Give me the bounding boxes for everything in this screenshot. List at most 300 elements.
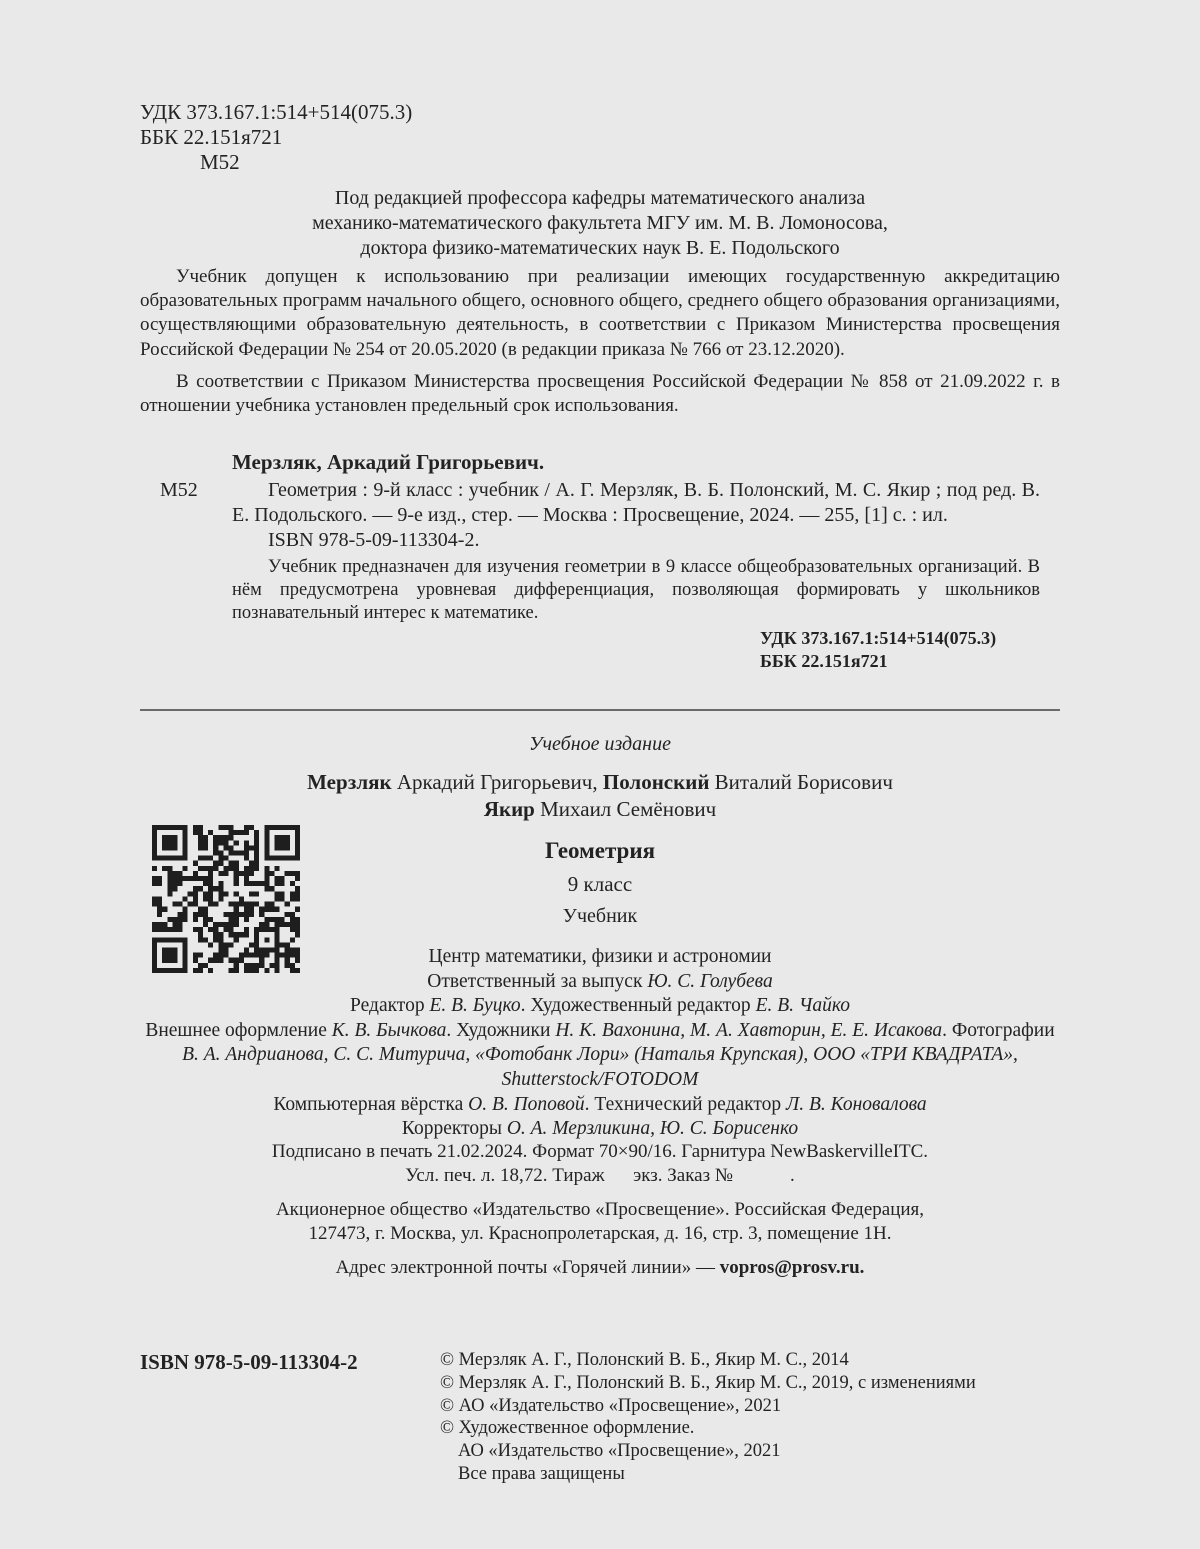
copyright-cont: АО «Издательство «Просвещение», 2021	[458, 1441, 781, 1462]
qr-module	[203, 896, 208, 901]
qr-module	[218, 851, 223, 856]
qr-module	[218, 922, 223, 927]
qr-module	[157, 927, 162, 932]
qr-module	[274, 922, 279, 927]
qr-module	[295, 886, 300, 891]
qr-module	[244, 840, 249, 845]
qr-module	[218, 861, 223, 866]
qr-module	[295, 896, 300, 901]
qr-module	[290, 917, 295, 922]
qr-module	[269, 917, 274, 922]
qr-module	[178, 881, 183, 886]
qr-module	[229, 927, 234, 932]
qr-module	[259, 907, 264, 912]
qr-module	[244, 932, 249, 937]
author-surname: Полонский	[602, 770, 710, 794]
qr-module	[198, 912, 203, 917]
qr-module	[203, 922, 208, 927]
qr-module	[264, 876, 269, 881]
credits-proofreaders	[140, 1117, 1060, 1142]
qr-module	[208, 891, 213, 896]
qr-module	[157, 907, 162, 912]
usage-term-paragraph: В соответствии с Приказом Министерства просвещения Российской Федерации № 858 от 21.09.2022 г. в отношении учебника установлен предельный срок использования.	[140, 370, 1060, 417]
qr-module	[274, 891, 279, 896]
catalog-mark: М52	[160, 479, 198, 501]
qr-module	[254, 835, 259, 840]
qr-module	[264, 871, 269, 876]
book-grade: 9 класс	[567, 872, 633, 896]
qr-module	[254, 851, 259, 856]
qr-module	[193, 825, 198, 830]
qr-module	[229, 825, 234, 830]
catalog-annotation: Учебник предназначен для изучения геометрии в 9 классе общеобразовательных организаций. В нём предусмотрена уровневая дифференциация, позволяющая формировать у школьников познавательный интерес к математике.	[232, 557, 1040, 623]
qr-module	[244, 825, 249, 830]
qr-module	[274, 876, 279, 881]
qr-module	[229, 866, 234, 871]
qr-module	[218, 891, 223, 896]
qr-module	[213, 886, 218, 891]
qr-module	[274, 896, 279, 901]
qr-module	[167, 876, 172, 881]
qr-module	[218, 937, 223, 942]
label: Редактор	[350, 995, 425, 1017]
print-run-line: Усл. печ. л. 18,72. Тираж экз. Заказ № .	[405, 1165, 795, 1186]
qr-module	[239, 830, 244, 835]
qr-module	[280, 896, 285, 901]
qr-module	[229, 851, 234, 856]
qr-module	[244, 917, 249, 922]
qr-module	[193, 902, 198, 907]
qr-module	[274, 907, 279, 912]
qr-module	[269, 907, 274, 912]
qr-module	[229, 845, 234, 850]
qr-module	[229, 902, 234, 907]
author-name: Аркадий Григорьевич	[396, 770, 593, 794]
approval-paragraph: Учебник допущен к использованию при реализации имеющих государственную аккредитацию образовательных программ начального общего, основного общего, среднего общего образования организациями, осуществляющими образовательную деятельность, в соответствии с Приказом Министерства просвещения Российской Федерации № 254 от 20.05.2020 (в редакции приказа № 766 от 23.12.2020).	[140, 266, 1060, 360]
qr-module	[295, 927, 300, 932]
qr-module	[254, 881, 259, 886]
qr-module	[295, 876, 300, 881]
label: Корректоры	[401, 1118, 502, 1140]
qr-module	[218, 856, 223, 861]
qr-module	[203, 881, 208, 886]
qr-module	[198, 932, 203, 937]
qr-module	[274, 881, 279, 886]
catalog-entry: Геометрия : 9-й класс : учебник / А. Г. Мерзляк, В. Б. Полонский, М. С. Якир ; под ред. В. Е. Подольского. — 9-е изд., стер. — Москва : Просвещение, 2024. — 255, [1] с. : ил.	[232, 479, 1040, 526]
qr-module	[249, 845, 254, 850]
qr-module	[285, 902, 290, 907]
catalog-udk: УДК 373.167.1:514+514(075.3)	[760, 628, 997, 648]
editor-note	[140, 186, 1060, 261]
qr-module	[234, 840, 239, 845]
qr-module	[244, 871, 249, 876]
qr-module	[244, 856, 249, 861]
qr-module	[162, 922, 167, 927]
qr-module	[249, 912, 254, 917]
qr-module	[274, 917, 279, 922]
qr-module	[167, 866, 172, 871]
qr-module	[280, 917, 285, 922]
qr-finder-inner	[274, 835, 289, 850]
credits-responsible	[140, 970, 1060, 995]
qr-module	[234, 917, 239, 922]
qr-module	[234, 891, 239, 896]
qr-module	[198, 927, 203, 932]
qr-module	[290, 871, 295, 876]
qr-module	[208, 866, 213, 871]
qr-module	[203, 876, 208, 881]
qr-module	[234, 830, 239, 835]
qr-module	[244, 902, 249, 907]
qr-module	[295, 932, 300, 937]
qr-module	[172, 922, 177, 927]
qr-module	[249, 881, 254, 886]
qr-module	[183, 896, 188, 901]
author-name: Виталий Борисович	[714, 770, 893, 794]
qr-module	[234, 912, 239, 917]
qr-module	[249, 861, 254, 866]
qr-module	[208, 830, 213, 835]
copyrights	[440, 1349, 976, 1486]
qr-module	[193, 927, 198, 932]
qr-module	[172, 917, 177, 922]
editor-note-line: механико-математического факультета МГУ им. М. В. Ломоносова,	[312, 212, 888, 234]
qr-module	[234, 907, 239, 912]
qr-module	[213, 866, 218, 871]
qr-module	[254, 902, 259, 907]
section-divider	[140, 709, 1060, 711]
qr-module	[229, 932, 234, 937]
qr-module	[203, 856, 208, 861]
qr-module	[290, 896, 295, 901]
copyright-line: © АО «Издательство «Просвещение», 2021	[440, 1395, 782, 1416]
qr-module	[193, 830, 198, 835]
qr-module	[198, 866, 203, 871]
qr-module	[213, 932, 218, 937]
credits-design-artists: Внешнее оформление К. В. Бычкова. Художники Н. К. Вахонина, М. А. Хавторин, Е. Е. Исакова. Фотографии В. А. Андрианова, С. С. Митурича, «Фотобанк Лори» (Наталья Крупская), ООО «ТРИ КВАДРАТА», Shutterstock/FOTODOM	[145, 1019, 1055, 1090]
qr-module	[223, 856, 228, 861]
qr-module	[234, 937, 239, 942]
qr-module	[203, 912, 208, 917]
qr-module	[295, 907, 300, 912]
book-type: Учебник	[562, 905, 638, 927]
author-surname: Мерзляк	[307, 770, 392, 794]
qr-module	[213, 851, 218, 856]
qr-module	[285, 871, 290, 876]
qr-module	[249, 891, 254, 896]
qr-module	[188, 902, 193, 907]
qr-module	[239, 896, 244, 901]
qr-module	[198, 830, 203, 835]
qr-module	[269, 886, 274, 891]
qr-module	[234, 866, 239, 871]
qr-module	[157, 896, 162, 901]
qr-module	[234, 851, 239, 856]
qr-module	[152, 881, 157, 886]
qr-module	[193, 876, 198, 881]
qr-module	[223, 871, 228, 876]
qr-module	[172, 886, 177, 891]
qr-module	[193, 861, 198, 866]
qr-module	[280, 876, 285, 881]
qr-module	[183, 917, 188, 922]
qr-module	[167, 891, 172, 896]
credits-layout: Компьютерная вёрстка О. В. Поповой. Технический редактор Л. В. Коновалова	[273, 1093, 927, 1115]
qr-module	[203, 917, 208, 922]
qr-module	[203, 835, 208, 840]
qr-module	[239, 932, 244, 937]
qr-module	[152, 866, 157, 871]
qr-module	[290, 937, 295, 942]
qr-align-inner	[264, 937, 269, 942]
qr-module	[193, 891, 198, 896]
qr-module	[264, 881, 269, 886]
catalog-isbn: ISBN 978-5-09-113304-2.	[268, 529, 480, 551]
qr-module	[208, 871, 213, 876]
qr-module	[239, 871, 244, 876]
credits-editors: Редактор Е. В. Буцко. Художественный редактор Е. В. Чайко	[350, 995, 850, 1017]
imprint	[140, 731, 1060, 823]
qr-module	[157, 912, 162, 917]
person: Е. В. Буцко	[429, 995, 521, 1017]
qr-module	[198, 886, 203, 891]
qr-module	[198, 937, 203, 942]
qr-module	[213, 927, 218, 932]
qr-module	[295, 917, 300, 922]
qr-module	[223, 922, 228, 927]
catalog-bbk: ББК 22.151я721	[760, 651, 888, 671]
qr-module	[264, 886, 269, 891]
copyright-line: © Художественное оформление.	[440, 1418, 695, 1439]
authors-list	[140, 769, 1060, 823]
qr-module	[198, 856, 203, 861]
qr-module	[157, 922, 162, 927]
qr-module	[218, 835, 223, 840]
qr-module	[229, 917, 234, 922]
qr-module	[259, 912, 264, 917]
qr-module	[229, 922, 234, 927]
book-title: Геометрия	[544, 838, 656, 863]
qr-module	[244, 845, 249, 850]
qr-module	[223, 927, 228, 932]
qr-module	[167, 871, 172, 876]
qr-module	[183, 876, 188, 881]
qr-module	[162, 866, 167, 871]
qr-module	[213, 840, 218, 845]
qr-module	[234, 932, 239, 937]
qr-module	[208, 927, 213, 932]
rights-reserved: Все права защищены	[458, 1463, 625, 1484]
qr-module	[290, 922, 295, 927]
qr-module	[213, 922, 218, 927]
qr-module	[234, 881, 239, 886]
qr-module	[264, 917, 269, 922]
qr-module	[234, 876, 239, 881]
qr-module	[178, 917, 183, 922]
qr-module	[264, 902, 269, 907]
qr-module	[264, 922, 269, 927]
qr-module	[285, 922, 290, 927]
qr-module	[254, 856, 259, 861]
qr-module	[295, 871, 300, 876]
qr-module	[183, 907, 188, 912]
qr-module	[152, 876, 157, 881]
qr-module	[167, 881, 172, 886]
qr-module	[280, 891, 285, 896]
label: Ответственный за выпуск	[427, 970, 643, 992]
editor-note-line: Под редакцией профессора кафедры математического анализа	[334, 187, 866, 209]
catalog-author: Мерзляк, Аркадий Григорьевич.	[232, 450, 545, 474]
label: Технический редактор	[594, 1093, 782, 1115]
printing-info	[140, 1140, 1060, 1280]
qr-module	[249, 825, 254, 830]
qr-module	[193, 886, 198, 891]
qr-module	[208, 881, 213, 886]
hotline-email-link[interactable]: vopros@prosv.ru.	[719, 1257, 865, 1278]
qr-module	[249, 866, 254, 871]
qr-module	[213, 937, 218, 942]
qr-module	[223, 866, 228, 871]
qr-module	[178, 922, 183, 927]
qr-module	[193, 912, 198, 917]
qr-module	[157, 881, 162, 886]
qr-module	[167, 886, 172, 891]
qr-module	[269, 902, 274, 907]
qr-module	[172, 876, 177, 881]
credits	[140, 945, 1060, 1142]
person: Л. В. Коновалова	[786, 1093, 927, 1115]
person: Ю. С. Голубева	[647, 970, 773, 992]
qr-module	[203, 866, 208, 871]
qr-module	[244, 876, 249, 881]
author-name: Михаил Семёнович	[540, 797, 717, 821]
qr-module	[290, 912, 295, 917]
qr-module	[239, 912, 244, 917]
qr-module	[229, 830, 234, 835]
qr-module	[172, 927, 177, 932]
qr-module	[203, 907, 208, 912]
editor-note-line: доктора физико-математических наук В. Е. Подольского	[360, 237, 840, 259]
qr-module	[244, 927, 249, 932]
qr-module	[285, 912, 290, 917]
person: К. В. Бычкова	[331, 1019, 447, 1041]
qr-module	[188, 891, 193, 896]
label: Художественный редактор	[530, 995, 751, 1017]
qr-module	[157, 902, 162, 907]
qr-module	[172, 902, 177, 907]
isbn: ISBN 978-5-09-113304-2	[140, 1350, 358, 1374]
hotline-line	[140, 1256, 1060, 1280]
qr-module	[244, 851, 249, 856]
qr-module	[280, 881, 285, 886]
qr-module	[183, 866, 188, 871]
label: Внешнее оформление	[145, 1019, 327, 1041]
edition-kind: Учебное издание	[529, 733, 671, 755]
qr-module	[274, 866, 279, 871]
qr-module	[249, 907, 254, 912]
qr-module	[157, 876, 162, 881]
qr-module	[193, 917, 198, 922]
qr-module	[229, 861, 234, 866]
approval-notice	[140, 265, 1060, 418]
qr-module	[162, 907, 167, 912]
qr-module	[152, 927, 157, 932]
authors-line-1	[140, 769, 1060, 796]
qr-module	[264, 866, 269, 871]
qr-module	[244, 912, 249, 917]
qr-module	[290, 891, 295, 896]
qr-module	[198, 835, 203, 840]
qr-module	[198, 845, 203, 850]
qr-module	[223, 891, 228, 896]
qr-module	[254, 845, 259, 850]
bbk-code: ББК 22.151я721	[140, 125, 283, 149]
qr-module	[203, 937, 208, 942]
qr-module	[223, 835, 228, 840]
hotline-label: Адрес электронной почты «Горячей линии» —	[335, 1257, 715, 1278]
catalog-card	[160, 450, 1040, 673]
qr-module	[249, 871, 254, 876]
qr-module	[218, 886, 223, 891]
author-mark: М52	[200, 150, 240, 174]
qr-module	[178, 876, 183, 881]
qr-module	[218, 881, 223, 886]
qr-module	[162, 927, 167, 932]
publisher-line-2: 127473, г. Москва, ул. Краснопролетарская, д. 16, стр. 3, помещение 1Н.	[308, 1223, 892, 1244]
qr-module	[203, 840, 208, 845]
qr-module	[218, 871, 223, 876]
udk-code: УДК 373.167.1:514+514(075.3)	[140, 100, 413, 124]
qr-module	[198, 876, 203, 881]
qr-module	[254, 866, 259, 871]
qr-finder-inner	[162, 835, 177, 850]
qr-module	[218, 825, 223, 830]
qr-module	[223, 845, 228, 850]
author-surname: Якир	[483, 797, 535, 821]
qr-module	[239, 851, 244, 856]
label: Художники	[456, 1019, 551, 1041]
qr-module	[290, 927, 295, 932]
qr-module	[213, 861, 218, 866]
qr-module	[213, 902, 218, 907]
person: О. В. Поповой	[468, 1093, 585, 1115]
qr-module	[229, 912, 234, 917]
qr-module	[208, 856, 213, 861]
qr-module	[244, 866, 249, 871]
person: Е. В. Чайко	[755, 995, 850, 1017]
person: Н. К. Вахонина, М. А. Хавторин, Е. Е. Исакова	[555, 1019, 943, 1041]
qr-module	[208, 917, 213, 922]
qr-module	[152, 922, 157, 927]
qr-module	[229, 835, 234, 840]
person: В. А. Андрианова, С. С. Митурича, «Фотобанк Лори» (Наталья Крупская), ООО «ТРИ КВАДРАТА», Shutterstock/FOTODOM	[182, 1044, 1018, 1090]
catalog-codes	[160, 627, 1040, 673]
qr-module	[193, 896, 198, 901]
qr-module	[223, 840, 228, 845]
qr-module	[254, 830, 259, 835]
qr-module	[244, 881, 249, 886]
qr-module	[244, 907, 249, 912]
qr-module	[280, 922, 285, 927]
person: О. А. Мерзликина, Ю. С. Борисенко	[506, 1118, 799, 1140]
copyright-line: © Мерзляк А. Г., Полонский В. Б., Якир М. С., 2019, с изменениями	[440, 1372, 976, 1393]
qr-module	[193, 871, 198, 876]
qr-module	[198, 825, 203, 830]
qr-module	[208, 876, 213, 881]
qr-module	[264, 907, 269, 912]
author-separator: ,	[592, 770, 603, 794]
qr-module	[178, 927, 183, 932]
